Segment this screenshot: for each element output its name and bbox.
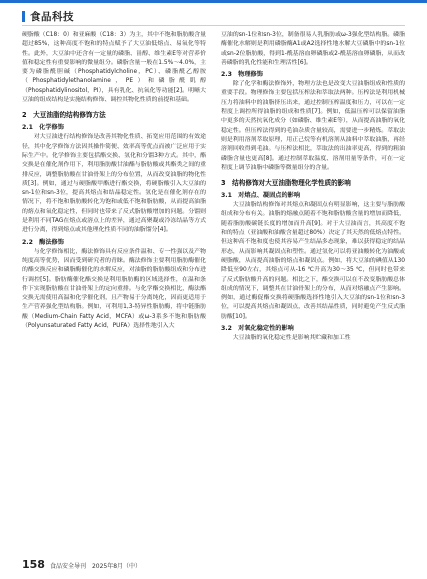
subsection-heading: 2.2 酶法修饰 <box>22 238 64 246</box>
section-title: 食品科技 <box>30 11 74 23</box>
journal-info: 食品安全导刊 2025年8月（中） <box>49 563 142 570</box>
section-heading: 2 大豆油脂的结构修饰方法 <box>22 111 106 120</box>
paragraph: 除了化学和酶法修饰外，物理方法也是改变大豆油脂组成和性质的重要手段。物理修饰主要包括压榨法和萃取法两种。压榨法是利用机械压力将油料中的油脂挤压出来，通过控制压榨温度和压力，可以在一定程度上调控所得油脂的组成和性质[7]。例如，低温压榨可以保留油脂中更多的天然抗氧化成分（如磷脂、维生素E等），从而提高油脂的氧化稳定性。但压榨法得到的毛油杂质含量较高，需要进一步精炼。萃取法则是利用溶剂萃取原理，用正己烷等有机溶剂从油料中萃取油脂，再经溶剂回收得到毛油。与压榨法相比，萃取法的出油率更高，得到的粗油磷脂含量也更高[8]。通过控制萃取温度、溶剂用量等条件，可在一定程度上调节油脂中磷脂等微量组分的含量。 <box>221 81 405 171</box>
paragraph: 大豆油脂的氧化稳定性是影响其贮藏和加工性 <box>232 335 351 342</box>
subsection-heading: 3.2 对氧化稳定性的影响 <box>221 325 294 333</box>
right-column <box>221 31 405 551</box>
left-column <box>22 31 206 551</box>
page-footer <box>22 558 141 571</box>
paragraph: 硬脂酸（C18：0）和亚麻酸（C18：3）为主，其中不饱和脂肪酸含量超过85%，这种高度不饱和的特点赋予了大豆油低熔点、易氧化等特性。此外，大豆油中还含有一定量的磷脂、甾醇、维生素E等对营养价值和稳定性有重要影响的微量组分。磷脂含量一般在1.5%～4.0%，主要为磷脂酰胆碱（Phosphatidylcholine，PC）、磷脂酰乙醇胺（Phosphatidylethanolamine，PE）和磷脂酰肌醇（Phosphatidylinositol，PI），具有乳化、抗氧化等功能[2]。明晰大豆油的组成结构是实施结构修饰、调控其物化性质的前提和基础。 <box>22 32 206 104</box>
paragraph: 对大豆油进行结构修饰是改善其物化性质、拓宽应用范围的有效途径，其中化学修饰方法因其操作简便、效率高等优点而被广泛应用于实际生产中。化学修饰主要包括酯交换、氢化和分馏3种方式。其中，酯交换是在催化剂作用下，利用脂肪酸甘油酯与脂肪酸或其酯类之间的重排反应，调整脂肪酸在甘油骨架上的分布位置，从而改变油脂的物化性质[3]。例如，通过与硬脂酸甲酯进行酯交换，将硬脂酸引入大豆油的sn-1位和sn-3位，提高其熔点和结晶稳定性。氢化是在催化剂存在的情况下，将不饱和脂肪酸转化为饱和或低不饱和脂肪酸，从而提高油脂的熔点和氧化稳定性，但同时也带来了反式脂肪酸增加的问题。分馏则是利用不同TAG在熔点或溶点上的差异，通过高聚凝或冷冻结晶等方式进行分离，得到熔点或其他理化性质不同的油脂馏分[4]。 <box>22 134 206 234</box>
subsection-heading: 3.1 对熔点、凝固点的影响 <box>221 192 301 200</box>
paragraph: 大豆油脂结构修饰对其熔点和凝固点有明显影响，这主要与脂肪酸组成和分布有关。油脂的熔融点随着不饱和脂肪酸含量的增加而降低，随着脂肪酸碳链长度的增加而升高[9]。对于大豆油而言，其高度不饱和的特点（亚油酸和油酸含量超过80%）决定了其天然的低熔点特性。但这种高不饱和度也使其容易产生结晶多态现象，难以获得稳定的结晶形态，从而影响其凝固点和塑性。通过氢化可以将亚油酸转化为油酸或硬脂酸，从而提高油脂的熔点和凝固点。例如，将大豆油的碘值从130降低至90左右，其熔点可从-16 ℃升高为30～35 ℃，但同时也带来了反式脂肪酸升高的问题。相比之下，酯交换可以在不改变脂肪酸总体组成的情况下，调整其在甘油骨架上的分布，从而对熔融点产生影响。例如，通过酶促酯交换将硬脂酸选择性地引入大豆油的sn-1位和sn-3位，可以提高其熔点和凝固点，改善其结晶性质，同时避免产生反式脂肪酸[10]。 <box>221 202 405 320</box>
paragraph: 豆油的sn-1位和sn-3位，制备很易人乳脂肪或ω-3强化型结构脂。磷脂酶催化水解则是利用磷脂酶A1或A2选择性地水解大豆磷脂中的sn-1位或sn-2位脂肪酸，得到1-酰基溶血卵磷脂或2-酰基溶血卵磷脂，从而改善磷脂的乳化性能和生理活性[6]。 <box>221 32 405 66</box>
header-divider <box>22 25 405 26</box>
section-heading: 3 结构修饰对大豆油脂物理化学性质的影响 <box>221 179 351 188</box>
page-header <box>22 9 74 24</box>
top-accent-line <box>0 0 427 3</box>
section-marker <box>22 11 25 22</box>
subsection-heading: 2.1 化学修饰 <box>22 124 64 132</box>
page-number: 158 <box>22 558 45 571</box>
subsection-heading: 2.3 物理修饰 <box>221 71 263 79</box>
paragraph: 与化学修饰相比，酶法修饰具有反应条件温和、专一性强以及产物纯度高等优势，因而受到研究者的青睐。酶法修饰主要利用脂肪酶催化的酯交换反应和磷脂酶催化的水解反应，对油脂的脂肪酸组成和分布进行调控[5]。脂肪酶催化酯交换是利用脂肪酶的区域选择性，在温和条件下实现脂肪酸在甘油骨架上的定向重排。与化学酯交换相比，酶法酯交换无需使用高温和化学催化剂，且产物易于分离纯化，因而更适用于生产营养强化型结构脂。例如，可利用1,3-特异性脂肪酶，将中链脂肪酸（Medium-Chain Fatty Acid，MCFA）或ω-3系多不饱和脂肪酸（Polyunsaturated Fatty Acid，PUFA）选择性地引入大 <box>22 248 206 330</box>
